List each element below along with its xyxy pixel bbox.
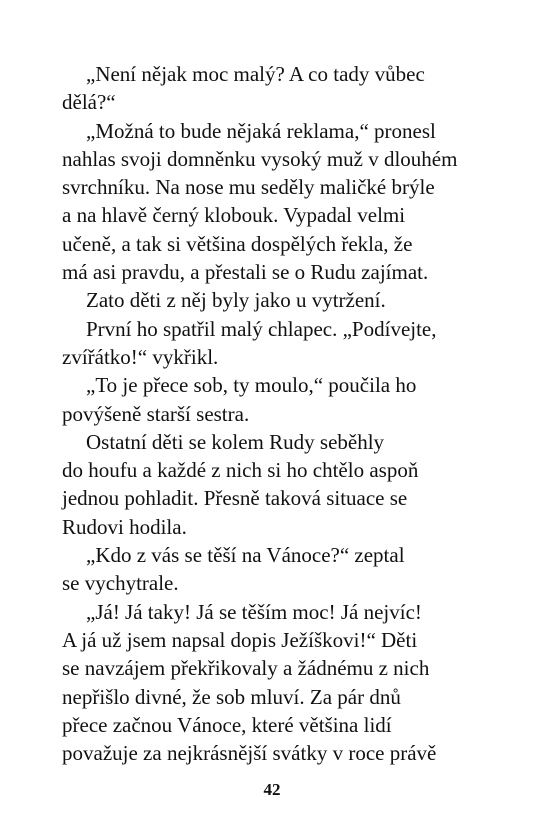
text-line: se vychytrale. bbox=[62, 571, 179, 596]
text-line: „Není nějak moc malý? A co tady vůbec bbox=[86, 62, 425, 86]
page-number: 42 bbox=[263, 780, 281, 799]
text-line: svrchníku. Na nose mu seděly maličké brýle bbox=[62, 175, 435, 200]
text-line: má asi pravdu, a přestali se o Rudu zajímat. bbox=[62, 260, 429, 285]
text-line: Zato děti z něj byly jako u vytržení. bbox=[86, 288, 386, 313]
text-line: „To je přece sob, ty moulo,“ poučila ho bbox=[86, 373, 417, 398]
text-line: „Možná to bude nějaká reklama,“ pronesl bbox=[86, 118, 436, 143]
text-line: a na hlavě černý klobouk. Vypadal velmi bbox=[62, 203, 406, 228]
text-line: se navzájem překřikovaly a žádnému z nich bbox=[62, 656, 430, 681]
text-line: Rudovi hodila. bbox=[62, 514, 187, 539]
text-line: povýšeně starší sestra. bbox=[62, 401, 250, 426]
text-line: nepřišlo divné, že sob mluví. Za pár dnů bbox=[62, 684, 401, 709]
text-line: „Kdo z vás se těší na Vánoce?“ zeptal bbox=[86, 543, 405, 568]
text-line: jednou pohladit. Přesně taková situace se bbox=[62, 486, 408, 511]
text-line: považuje za nejkrásnější svátky v roce právě bbox=[62, 741, 437, 766]
text-line: První ho spatřil malý chlapec. „Podívejte, bbox=[86, 316, 437, 341]
text-line: zvířátko!“ vykřikl. bbox=[62, 344, 219, 369]
text-line: dělá?“ bbox=[62, 90, 116, 115]
text-line: Ostatní děti se kolem Rudy seběhly bbox=[86, 429, 385, 454]
text-line: nahlas svoji domněnku vysoký muž v dlouhém bbox=[62, 146, 458, 171]
text-line: „Já! Já taky! Já se těším moc! Já nejvíc! bbox=[86, 599, 422, 624]
text-line: do houfu a každé z nich si ho chtělo aspoň bbox=[62, 458, 419, 483]
body-text bbox=[62, 60, 457, 767]
text-line: A já už jsem napsal dopis Ježíškovi!“ Děti bbox=[62, 627, 418, 652]
text-line: přece začnou Vánoce, které většina lidí bbox=[62, 712, 392, 737]
text-line: učeně, a tak si většina dospělých řekla, že bbox=[62, 231, 413, 256]
